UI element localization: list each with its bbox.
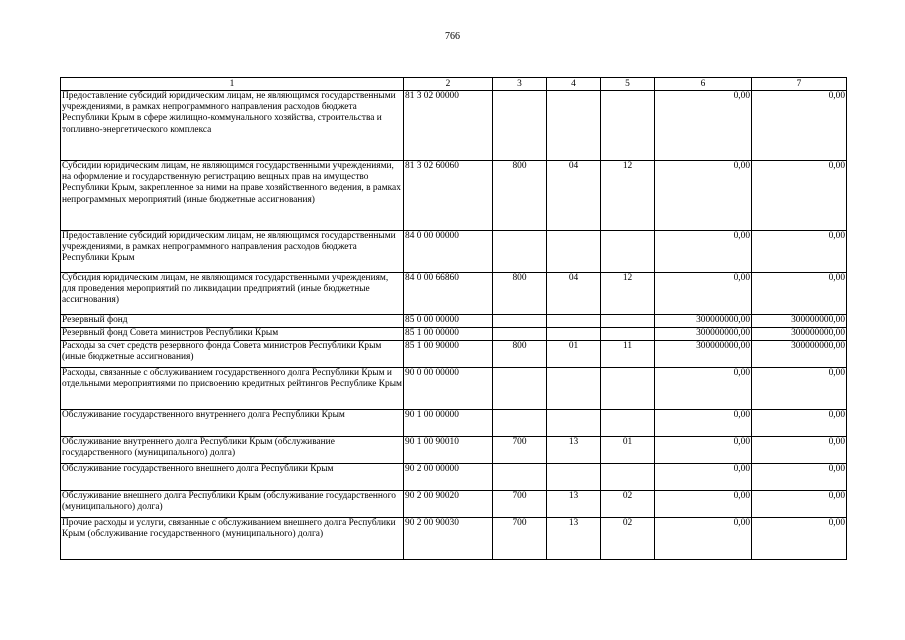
row-col3: 700	[493, 518, 547, 560]
row-col4	[547, 464, 601, 491]
row-code: 90 2 00 00000	[404, 464, 493, 491]
row-amount-6: 0,00	[655, 273, 752, 315]
column-header-6: 6	[655, 78, 752, 91]
row-code: 84 0 00 00000	[404, 231, 493, 273]
row-amount-6: 0,00	[655, 518, 752, 560]
row-col3	[493, 464, 547, 491]
row-name: Обслуживание внутреннего долга Республики Крым (обслуживание государственного (муниципального) долга)	[61, 437, 404, 464]
row-code: 81 3 02 00000	[404, 91, 493, 161]
row-name: Субсидия юридическим лицам, не являющимся государственными учреждениям, для проведения мероприятий по ликвидации предприятий (иные бюджетные ассигнования)	[61, 273, 404, 315]
column-header-4: 4	[547, 78, 601, 91]
row-name: Обслуживание государственного внутреннего долга Республики Крым	[61, 410, 404, 437]
row-col5: 02	[601, 491, 655, 518]
row-col3: 800	[493, 341, 547, 368]
row-col5	[601, 464, 655, 491]
table-row	[61, 231, 847, 273]
table-row	[61, 437, 847, 464]
row-col3	[493, 410, 547, 437]
table-row	[61, 273, 847, 315]
row-amount-7: 300000000,00	[752, 315, 847, 328]
row-col3	[493, 231, 547, 273]
row-code: 90 1 00 00000	[404, 410, 493, 437]
row-col4: 04	[547, 273, 601, 315]
row-col4	[547, 410, 601, 437]
table-header-row	[61, 78, 847, 91]
row-name: Резервный фонд	[61, 315, 404, 328]
row-code: 90 2 00 90030	[404, 518, 493, 560]
budget-table	[60, 77, 847, 560]
row-col3	[493, 91, 547, 161]
row-amount-7: 0,00	[752, 518, 847, 560]
row-amount-6: 0,00	[655, 231, 752, 273]
column-header-1: 1	[61, 78, 404, 91]
row-name: Расходы за счет средств резервного фонда Совета министров Республики Крым (иные бюджетные ассигнования)	[61, 341, 404, 368]
row-col5: 01	[601, 437, 655, 464]
row-code: 85 0 00 00000	[404, 315, 493, 328]
row-col5	[601, 368, 655, 410]
row-amount-7: 0,00	[752, 437, 847, 464]
row-amount-7: 0,00	[752, 161, 847, 231]
table-row	[61, 341, 847, 368]
row-amount-6: 300000000,00	[655, 328, 752, 341]
row-amount-7: 0,00	[752, 368, 847, 410]
row-amount-7: 0,00	[752, 91, 847, 161]
row-name: Субсидии юридическим лицам, не являющимся государственными учреждениями, на оформление и государственную регистрацию вещных прав на имущество Республики Крым, закрепленное за ними на праве хозяйственного ведения, в рамках непрограммных мероприятий (иные бюджетные ассигнования)	[61, 161, 404, 231]
row-amount-7: 0,00	[752, 410, 847, 437]
row-amount-7: 300000000,00	[752, 328, 847, 341]
row-amount-7: 0,00	[752, 464, 847, 491]
row-amount-7: 300000000,00	[752, 341, 847, 368]
row-amount-6: 0,00	[655, 410, 752, 437]
row-col4: 13	[547, 518, 601, 560]
row-code: 90 2 00 90020	[404, 491, 493, 518]
row-amount-6: 300000000,00	[655, 315, 752, 328]
row-code: 90 1 00 90010	[404, 437, 493, 464]
table-row	[61, 464, 847, 491]
row-col4	[547, 315, 601, 328]
row-col4	[547, 328, 601, 341]
table-row	[61, 518, 847, 560]
row-amount-6: 0,00	[655, 161, 752, 231]
row-amount-6: 0,00	[655, 368, 752, 410]
row-col4	[547, 231, 601, 273]
row-col3: 700	[493, 491, 547, 518]
row-amount-6: 0,00	[655, 91, 752, 161]
row-amount-6: 0,00	[655, 437, 752, 464]
row-col4: 04	[547, 161, 601, 231]
column-header-7: 7	[752, 78, 847, 91]
table-row	[61, 491, 847, 518]
table-row	[61, 328, 847, 341]
row-col5: 11	[601, 341, 655, 368]
row-col5	[601, 231, 655, 273]
row-col5	[601, 328, 655, 341]
row-col4: 13	[547, 437, 601, 464]
row-col4: 01	[547, 341, 601, 368]
row-name: Прочие расходы и услуги, связанные с обслуживанием внешнего долга Республики Крым (обслуживание государственного (муниципального) долга)	[61, 518, 404, 560]
row-code: 85 1 00 00000	[404, 328, 493, 341]
row-col5: 12	[601, 273, 655, 315]
row-amount-7: 0,00	[752, 231, 847, 273]
row-col5	[601, 315, 655, 328]
row-col4: 13	[547, 491, 601, 518]
row-col4	[547, 91, 601, 161]
row-name: Предоставление субсидий юридическим лицам, не являющимся государственными учреждениями, в рамках непрограммного направления расходов бюджета Республики Крым в сфере жилищно-коммунального хозяйства, строительства и топливно-энергетического комплекса	[61, 91, 404, 161]
row-col3	[493, 328, 547, 341]
column-header-5: 5	[601, 78, 655, 91]
column-header-3: 3	[493, 78, 547, 91]
row-amount-6: 0,00	[655, 491, 752, 518]
table-row	[61, 368, 847, 410]
page-number: 766	[445, 31, 460, 42]
row-col4	[547, 368, 601, 410]
row-name: Резервный фонд Совета министров Республики Крым	[61, 328, 404, 341]
row-name: Обслуживание государственного внешнего долга Республики Крым	[61, 464, 404, 491]
row-col5: 02	[601, 518, 655, 560]
row-amount-6: 300000000,00	[655, 341, 752, 368]
row-col3: 800	[493, 161, 547, 231]
row-col5	[601, 410, 655, 437]
row-name: Расходы, связанные с обслуживанием государственного долга Республики Крым и отдельными мероприятиями по присвоению кредитных рейтингов Республике Крым	[61, 368, 404, 410]
table-row	[61, 91, 847, 161]
table-row	[61, 410, 847, 437]
table-row	[61, 315, 847, 328]
row-col3: 800	[493, 273, 547, 315]
row-name: Предоставление субсидий юридическим лицам, не являющимся государственными учреждениями, в рамках непрограммного направления расходов бюджета Республики Крым	[61, 231, 404, 273]
row-amount-6: 0,00	[655, 464, 752, 491]
row-code: 90 0 00 00000	[404, 368, 493, 410]
row-col5: 12	[601, 161, 655, 231]
row-name: Обслуживание внешнего долга Республики Крым (обслуживание государственного (муниципального) долга)	[61, 491, 404, 518]
row-code: 81 3 02 60060	[404, 161, 493, 231]
row-col3	[493, 315, 547, 328]
table-row	[61, 161, 847, 231]
row-col3: 700	[493, 437, 547, 464]
row-code: 85 1 00 90000	[404, 341, 493, 368]
column-header-2: 2	[404, 78, 493, 91]
row-col5	[601, 91, 655, 161]
row-code: 84 0 00 66860	[404, 273, 493, 315]
row-amount-7: 0,00	[752, 491, 847, 518]
row-col3	[493, 368, 547, 410]
row-amount-7: 0,00	[752, 273, 847, 315]
